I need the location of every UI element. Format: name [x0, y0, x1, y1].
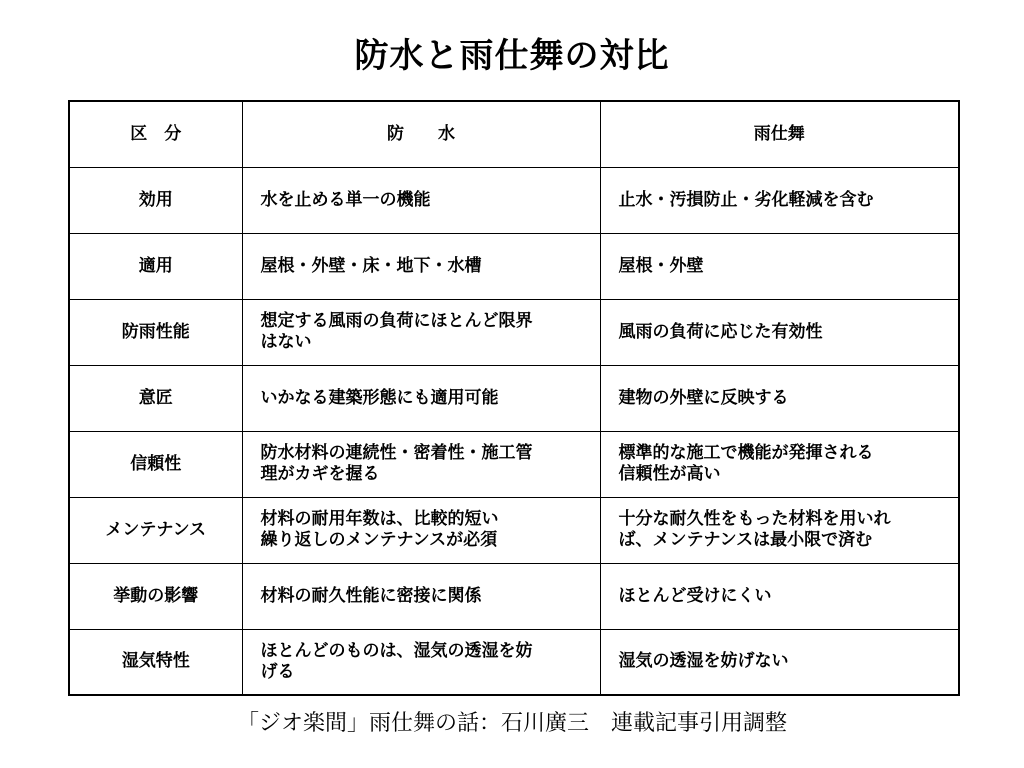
waterproofing-cell-line: 屋根・外壁・床・地下・水槽 — [260, 255, 482, 276]
table-row — [69, 629, 959, 695]
amajimai-cell — [600, 167, 959, 233]
row-label: 挙動の影響 — [69, 563, 242, 629]
amajimai-cell-line: 風雨の負荷に応じた有効性 — [618, 321, 823, 342]
amajimai-cell — [600, 629, 959, 695]
waterproofing-cell — [242, 299, 600, 365]
amajimai-cell-line: ほとんど受けにくい — [618, 585, 772, 606]
waterproofing-cell-line: 材料の耐久性能に密接に関係 — [260, 585, 482, 606]
header-category: 区 分 — [69, 101, 242, 167]
waterproofing-cell-line: 材料の耐用年数は、比較的短い — [260, 509, 499, 529]
comparison-table — [68, 100, 960, 696]
table-row — [69, 233, 959, 299]
table-row — [69, 431, 959, 497]
row-label: 防雨性能 — [69, 299, 242, 365]
waterproofing-cell-line: 繰り返しのメンテナンスが必須 — [260, 530, 498, 550]
waterproofing-cell-line: 防水材料の連続性・密着性・施工管 — [260, 443, 533, 463]
waterproofing-cell-line: はない — [260, 332, 312, 352]
row-label: 効用 — [69, 167, 242, 233]
waterproofing-cell — [242, 497, 600, 563]
amajimai-cell-line: 十分な耐久性をもった材料を用いれ — [618, 509, 891, 529]
row-label: 意匠 — [69, 365, 242, 431]
amajimai-cell-line: 建物の外壁に反映する — [618, 387, 789, 408]
amajimai-cell — [600, 497, 959, 563]
waterproofing-cell-line: ほとんどのものは、湿気の透湿を妨 — [260, 640, 533, 661]
header-waterproofing: 防 水 — [242, 101, 600, 167]
page-title: 防水と雨仕舞の対比 — [354, 36, 670, 76]
amajimai-cell — [600, 365, 959, 431]
row-label: 信頼性 — [69, 431, 242, 497]
row-label: 適用 — [69, 233, 242, 299]
waterproofing-cell-line: 想定する風雨の負荷にほとんど限界 — [260, 311, 533, 331]
amajimai-cell-line: 標準的な施工で機能が発揮される — [618, 443, 874, 463]
amajimai-cell-line: 信頼性が高い — [618, 464, 721, 484]
table-row — [69, 167, 959, 233]
waterproofing-cell — [242, 167, 600, 233]
waterproofing-cell-line: いかなる建築形態にも適用可能 — [260, 387, 499, 408]
row-label: 湿気特性 — [69, 629, 242, 695]
amajimai-cell-line: 屋根・外壁 — [618, 255, 704, 276]
row-label: メンテナンス — [69, 497, 242, 563]
amajimai-cell — [600, 431, 959, 497]
waterproofing-cell-line: 理がカギを握る — [260, 464, 380, 484]
table-row — [69, 299, 959, 365]
waterproofing-cell-line: 水を止める単一の機能 — [260, 189, 431, 210]
waterproofing-cell — [242, 431, 600, 497]
waterproofing-cell — [242, 563, 600, 629]
waterproofing-cell-line: げる — [260, 661, 295, 682]
amajimai-cell — [600, 299, 959, 365]
table-row — [69, 365, 959, 431]
footer-caption: 「ジオ楽間」雨仕舞の話：石川廣三 連載記事引用調整 — [236, 711, 787, 736]
table-body — [69, 167, 959, 695]
amajimai-cell — [600, 563, 959, 629]
waterproofing-cell — [242, 365, 600, 431]
amajimai-cell-line: 湿気の透湿を妨げない — [618, 651, 789, 672]
amajimai-cell — [600, 233, 959, 299]
table-row — [69, 497, 959, 563]
amajimai-cell-line: ば、メンテナンスは最小限で済む — [618, 530, 873, 550]
table-row — [69, 563, 959, 629]
waterproofing-cell — [242, 233, 600, 299]
table-header-row — [69, 101, 959, 167]
header-amajimai: 雨仕舞 — [600, 101, 959, 167]
amajimai-cell-line: 止水・汚損防止・劣化軽減を含む — [618, 189, 874, 210]
waterproofing-cell — [242, 629, 600, 695]
